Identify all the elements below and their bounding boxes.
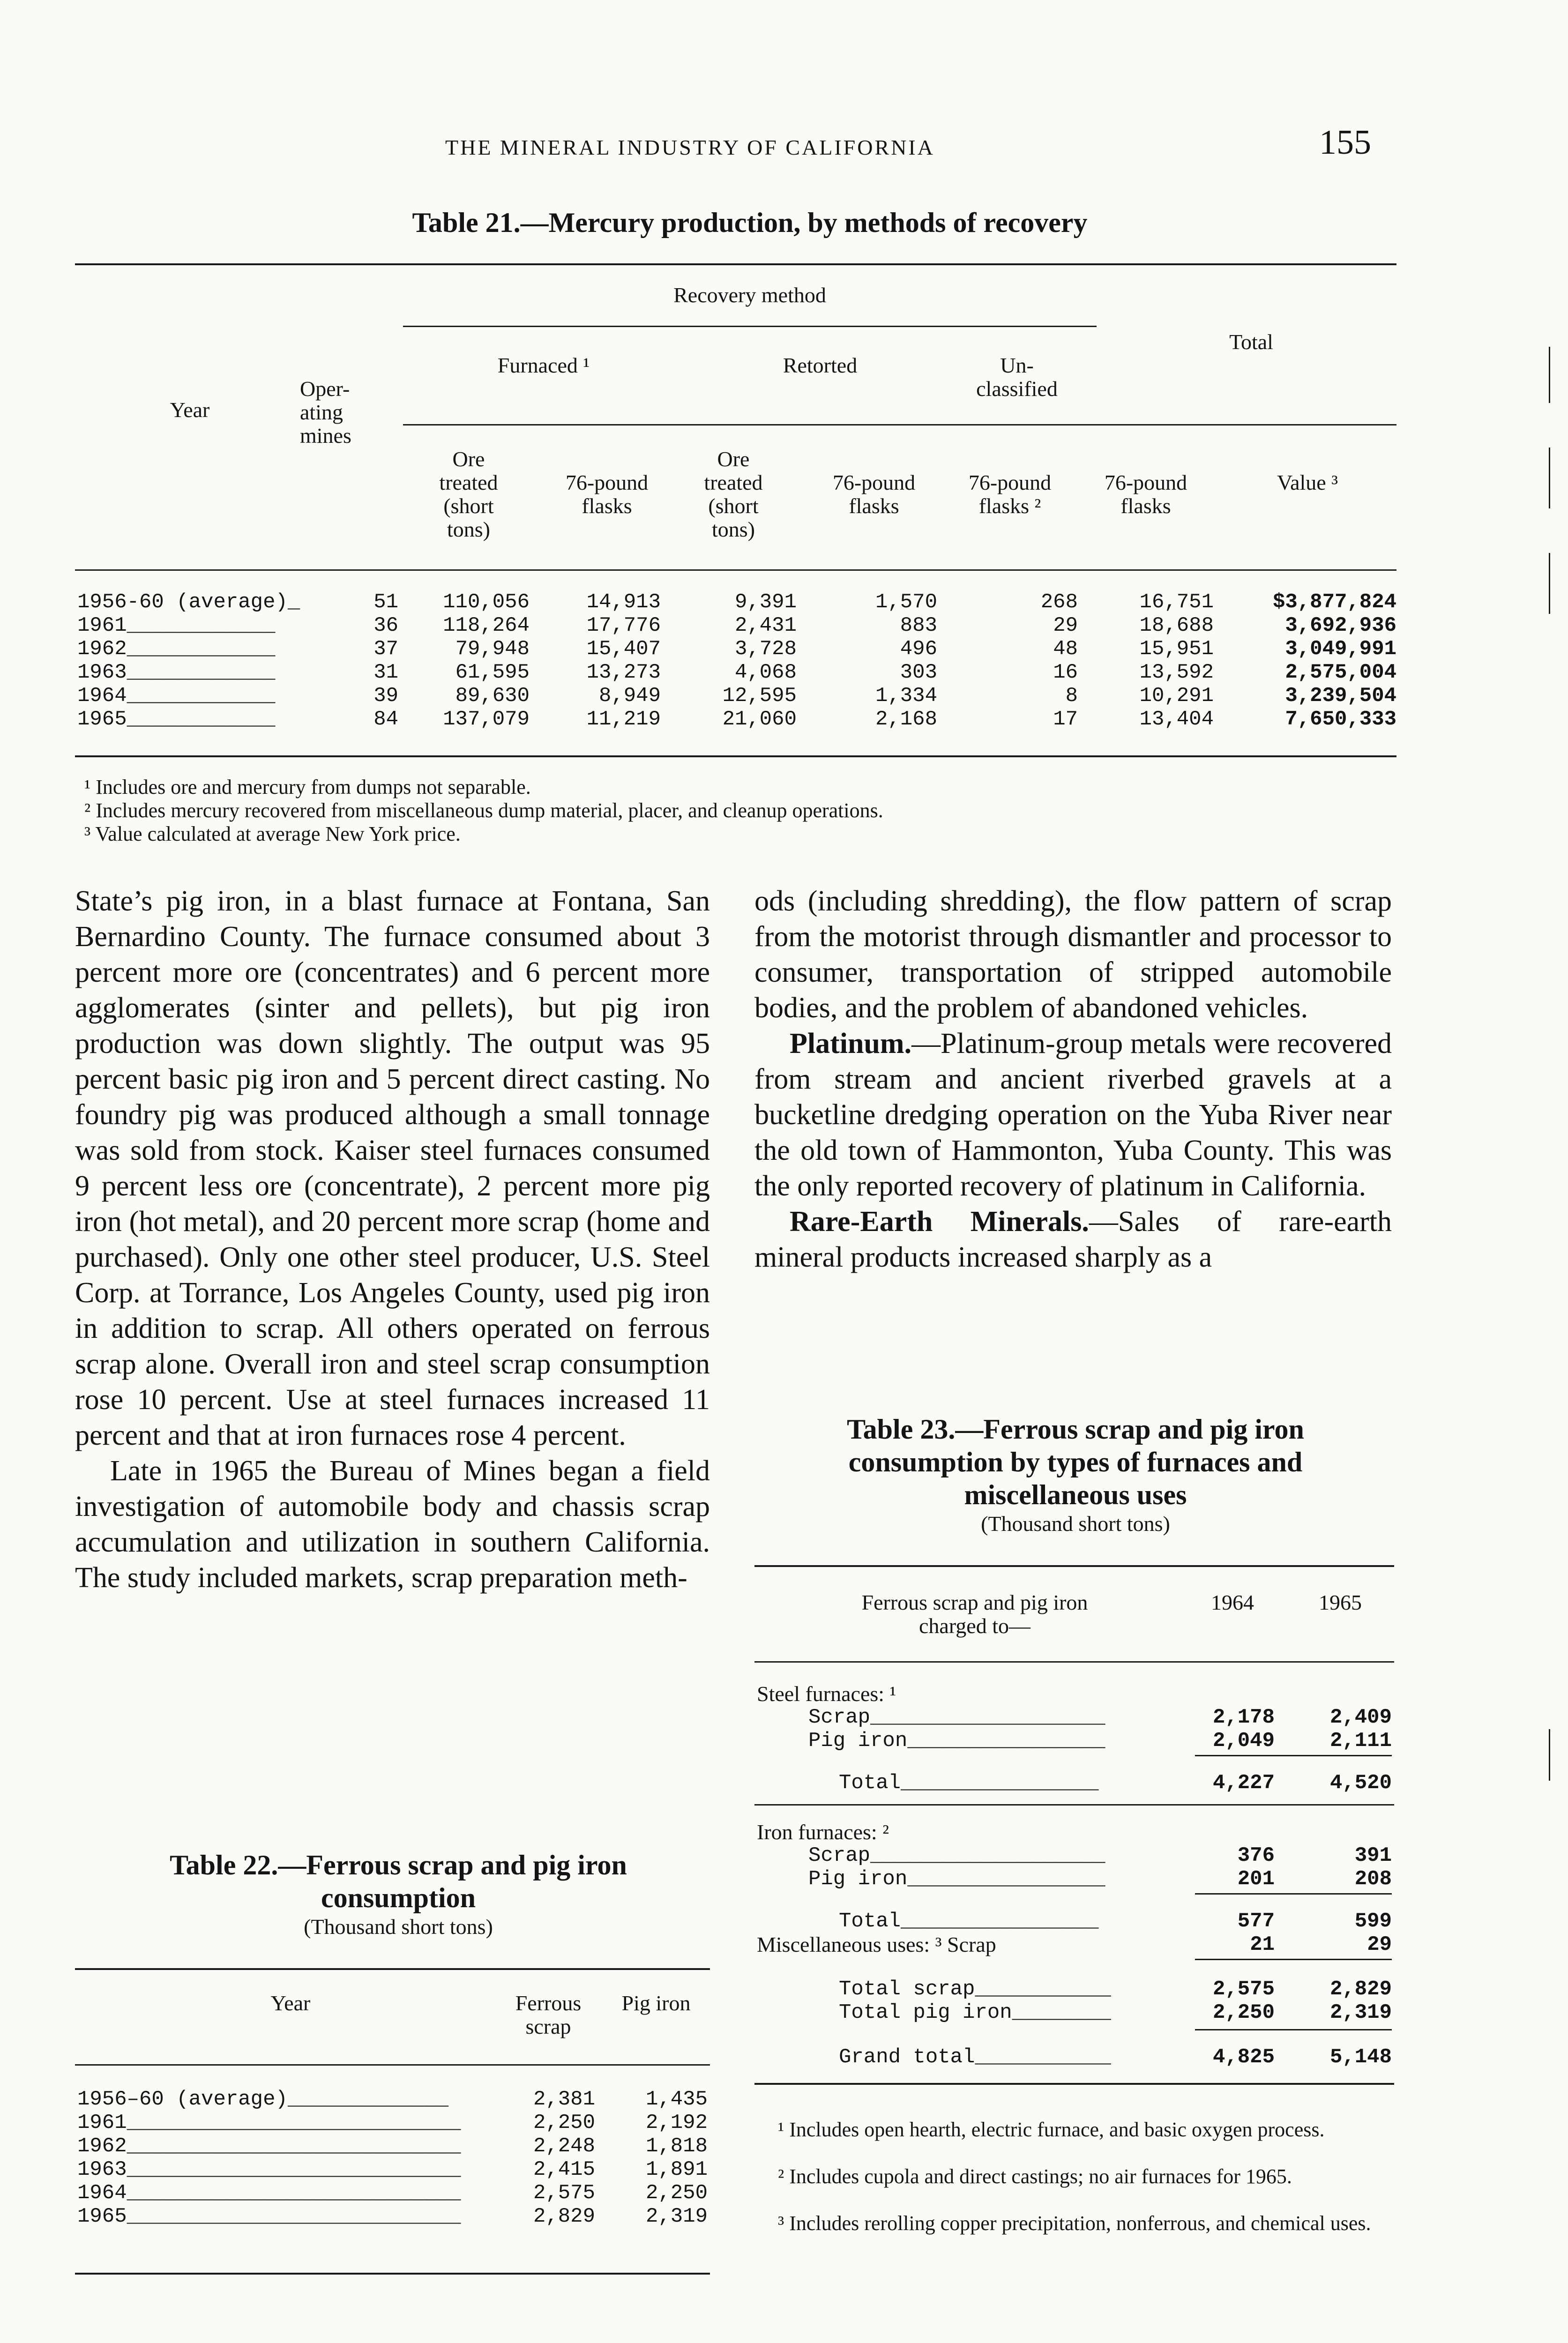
row-year: 1961___________________________ [77,2111,461,2134]
table22-bottom-rule [75,2273,710,2275]
row-year: 1961____________ [77,614,276,637]
table22-pig-header: Pig iron [621,1991,691,2015]
total-scrap-1965: 2,829 [1329,1977,1392,2001]
iron-total-1965: 599 [1354,1910,1392,1933]
table21-unclassified-flasks: 76-pound flasks ² [968,470,1052,518]
table23-footnote-3: ³ Includes rerolling copper precipitation, nonferrous, and chemical uses. [778,2212,1371,2235]
table21-retorted: Retorted [783,353,858,377]
row-unclassified-flasks: 16 [1053,661,1078,684]
scan-artifact-line [1549,1729,1550,1781]
row-furnaced-ore: 118,264 [443,614,530,637]
steel-furnaces-heading: Steel furnaces: ¹ [757,1682,896,1706]
row-furnaced-ore: 61,595 [455,661,530,684]
table23-top-rule [754,1565,1394,1567]
row-scrap: 2,248 [533,2134,595,2158]
row-scrap: 2,575 [533,2181,595,2205]
scan-artifact-line [1549,448,1550,508]
rare-earth-heading: Rare-Earth Minerals. [790,1206,1089,1238]
row-year: 1963____________ [77,661,276,684]
row-scrap: 2,381 [533,2088,595,2111]
table21-furnaced-ore: Ore treated (short tons) [439,447,498,541]
grand-total-1964: 4,825 [1212,2045,1275,2069]
misc-uses-label: Miscellaneous uses: ³ Scrap [757,1933,996,1956]
row-furnaced-flasks: 11,219 [586,708,661,731]
row-furnaced-flasks: 15,407 [586,637,661,661]
row-retorted-flasks: 303 [900,661,937,684]
platinum-heading: Platinum. [790,1028,912,1060]
steel-scrap-1964: 2,178 [1212,1706,1275,1729]
row-total-flasks: 10,291 [1139,684,1214,708]
row-mines: 84 [373,708,398,731]
table21-bottom-rule [75,755,1396,757]
table21-top-rule [75,263,1396,265]
misc-1964: 21 [1250,1933,1275,1956]
row-retorted-flasks: 496 [900,637,937,661]
table21-total-flasks: 76-pound flasks [1104,470,1187,518]
row-value: 3,692,936 [1285,614,1396,637]
table23-1965-header: 1965 [1319,1590,1362,1614]
table21-footnote-2: ² Includes mercury recovered from miscellaneous dump material, placer, and cleanup operations. [84,799,883,822]
total-pig-1964: 2,250 [1212,2001,1275,2024]
row-year: 1965___________________________ [77,2205,461,2228]
iron-scrap-label: Scrap___________________ [808,1844,1105,1867]
row-year: 1962___________________________ [77,2134,461,2158]
grand-total-rule [1195,2029,1392,2030]
steel-total-label: Total________________ [839,1771,1099,1795]
row-total-flasks: 13,404 [1139,708,1214,731]
row-pig: 1,818 [645,2134,708,2158]
total-scrap-1964: 2,575 [1212,1977,1275,2001]
table23-mid-rule [754,1804,1394,1806]
table21-recovery-rule [403,326,1097,327]
row-year: 1964___________________________ [77,2181,461,2205]
row-value: 7,650,333 [1285,708,1396,731]
table21-footnote-3: ³ Value calculated at average New York price. [84,822,461,845]
iron-pig-1964: 201 [1237,1867,1275,1891]
row-year: 1956-60 (average)_ [77,590,300,614]
table21-year-header: Year [170,398,210,422]
row-year: 1964____________ [77,684,276,708]
iron-scrap-1965: 391 [1354,1844,1392,1867]
paragraph: ods (including shredding), the flow pattern of scrap from the motorist through dismantler and processor to consumer, transportation of stripped automobile bodies, and the problem of abandoned vehicles. [754,885,1392,1024]
row-retorted-ore: 4,068 [734,661,797,684]
table21-retorted-ore: Ore treated (short tons) [704,447,763,541]
total-pig-label: Total pig iron________ [839,2001,1111,2024]
row-retorted-flasks: 883 [900,614,937,637]
row-retorted-flasks: 1,570 [875,590,937,614]
steel-pig-1964: 2,049 [1212,1729,1275,1753]
row-pig: 1,435 [645,2088,708,2111]
row-retorted-ore: 3,728 [734,637,797,661]
row-pig: 1,891 [645,2158,708,2181]
paragraph: Late in 1965 the Bureau of Mines began a field investigation of automobile body and chassis scrap accumulation and utilization in southern California. The study included markets, scrap preparation meth- [75,1455,710,1594]
row-retorted-ore: 12,595 [722,684,797,708]
page-number: 155 [1319,123,1371,162]
paragraph [754,1026,1392,1204]
steel-scrap-label: Scrap___________________ [808,1706,1105,1729]
row-mines: 37 [373,637,398,661]
table21-furnaced-flasks: 76-pound flasks [565,470,649,518]
row-furnaced-ore: 89,630 [455,684,530,708]
iron-scrap-1964: 376 [1237,1844,1275,1867]
row-furnaced-flasks: 14,913 [586,590,661,614]
grand-total-1965: 5,148 [1329,2045,1392,2069]
steel-pig-1965: 2,111 [1329,1729,1392,1753]
table23-subtitle: (Thousand short tons) [981,1512,1170,1536]
misc-1965: 29 [1367,1933,1392,1956]
row-total-flasks: 16,751 [1139,590,1214,614]
row-value: 3,239,504 [1285,684,1396,708]
row-scrap: 2,250 [533,2111,595,2134]
iron-pig-label: Pig iron________________ [808,1867,1105,1891]
table21-furnaced: Furnaced ¹ [497,353,590,377]
row-retorted-ore: 9,391 [734,590,797,614]
iron-pig-1965: 208 [1354,1867,1392,1891]
row-total-flasks: 13,592 [1139,661,1214,684]
row-total-flasks: 18,688 [1139,614,1214,637]
row-year: 1965____________ [77,708,276,731]
steel-scrap-1965: 2,409 [1329,1706,1392,1729]
row-value: 3,049,991 [1285,637,1396,661]
table21-footnote-1: ¹ Includes ore and mercury from dumps not separable. [84,776,531,798]
row-retorted-flasks: 1,334 [875,684,937,708]
row-retorted-ore: 2,431 [734,614,797,637]
table21-value-header: Value ³ [1277,470,1338,494]
table23-title: Table 23.—Ferrous scrap and pig iron consumption by types of furnaces and miscellaneous uses [847,1414,1304,1510]
row-scrap: 2,829 [533,2205,595,2228]
paragraph: State’s pig iron, in a blast furnace at Fontana, San Bernardino County. The furnace consumed about 3 percent more ore (concentrates) and 6 percent more agglomerates (sinter and pellets), but pig iron production was down slightly. The output was 95 percent basic pig iron and 5 percent direct casting. No foundry pig was produced although a small tonnage was sold from stock. Kaiser steel furnaces consumed 9 percent less ore (concentrate), 2 percent more pig iron (hot metal), and 20 percent more scrap (home and purchased). Only one other steel producer, U.S. Steel Corp. at Torrance, Los Angeles County, used pig iron in addition to scrap. All others operated on ferrous scrap alone. Overall iron and steel scrap consumption rose 10 percent. Use at steel furnaces increased 11 percent and that at iron furnaces rose 4 percent. [75,885,710,1451]
table23-label-header: Ferrous scrap and pig iron charged to— [861,1590,1088,1638]
row-furnaced-flasks: 8,949 [598,684,661,708]
row-mines: 51 [373,590,398,614]
iron-total-1964: 577 [1237,1910,1275,1933]
steel-pig-label: Pig iron________________ [808,1729,1105,1753]
paragraph [754,1204,1392,1275]
row-furnaced-flasks: 13,273 [586,661,661,684]
table21-mines-header: Oper- ating mines [300,377,351,448]
table23-footnote-2: ² Includes cupola and direct castings; no air furnaces for 1965. [778,2165,1292,2188]
row-furnaced-ore: 137,079 [443,708,530,731]
row-furnaced-ore: 79,948 [455,637,530,661]
row-value: 2,575,004 [1285,661,1396,684]
total-scrap-rule [1195,1959,1392,1960]
row-unclassified-flasks: 17 [1053,708,1078,731]
row-pig: 2,319 [645,2205,708,2228]
row-scrap: 2,415 [533,2158,595,2181]
row-unclassified-flasks: 268 [1040,590,1078,614]
platinum-body: —Platinum-group metals were recovered from stream and ancient riverbed gravels at a bucketline dredging operation on the Yuba River near the old town of Hammonton, Yuba County. This was the only reported recovery of platinum in California. [754,1028,1392,1202]
table21-unclassified: Un- classified [976,353,1058,401]
table22-year-header: Year [270,1991,311,2015]
row-total-flasks: 15,951 [1139,637,1214,661]
row-mines: 36 [373,614,398,637]
iron-total-rule [1195,1893,1392,1895]
total-pig-1965: 2,319 [1329,2001,1392,2024]
row-year: 1956–60 (average)_____________ [77,2088,449,2111]
row-pig: 2,250 [645,2181,708,2205]
running-head: THE MINERAL INDUSTRY OF CALIFORNIA [445,135,935,159]
rare-earth-body: —Sales of rare-earth mineral products increased sharply as a [754,1206,1392,1273]
table22-subtitle: (Thousand short tons) [304,1915,493,1939]
table23-bottom-rule [754,2083,1394,2085]
row-year: 1963___________________________ [77,2158,461,2181]
left-column-text [75,883,710,1596]
iron-total-label: Total________________ [839,1910,1099,1933]
table21-retorted-flasks: 76-pound flasks [832,470,916,518]
row-retorted-flasks: 2,168 [875,708,937,731]
row-unclassified-flasks: 48 [1053,637,1078,661]
table21-title: Table 21.—Mercury production, by methods of recovery [412,207,1088,238]
row-year: 1962____________ [77,637,276,661]
row-pig: 2,192 [645,2111,708,2134]
table22-scrap-header: Ferrous scrap [515,1991,582,2038]
table21-recovery-method: Recovery method [673,283,826,307]
table22-header-rule [75,2064,710,2066]
row-furnaced-flasks: 17,776 [586,614,661,637]
steel-total-1964: 4,227 [1212,1771,1275,1795]
row-unclassified-flasks: 29 [1053,614,1078,637]
table22-title: Table 22.—Ferrous scrap and pig iron consumption [170,1850,627,1913]
table21-total: Total [1229,330,1273,354]
row-value: $3,877,824 [1272,590,1396,614]
grand-total-label: Grand total___________ [839,2045,1111,2069]
steel-total-rule [1195,1755,1392,1756]
scan-artifact-line [1549,347,1550,403]
table23-header-rule [754,1661,1394,1663]
table21-subhead-rule [403,424,1396,425]
row-furnaced-ore: 110,056 [443,590,530,614]
iron-furnaces-heading: Iron furnaces: ² [757,1820,889,1844]
steel-total-1965: 4,520 [1329,1771,1392,1795]
row-mines: 31 [373,661,398,684]
table21-header-rule [75,569,1396,571]
row-retorted-ore: 21,060 [722,708,797,731]
row-mines: 39 [373,684,398,708]
table23-footnote-1: ¹ Includes open hearth, electric furnace, and basic oxygen process. [778,2118,1325,2141]
right-column-text [754,883,1392,1275]
scan-artifact-line [1549,553,1550,614]
table22-top-rule [75,1968,710,1970]
table23-1964-header: 1964 [1211,1590,1254,1614]
total-scrap-label: Total scrap___________ [839,1977,1111,2001]
row-unclassified-flasks: 8 [1065,684,1078,708]
